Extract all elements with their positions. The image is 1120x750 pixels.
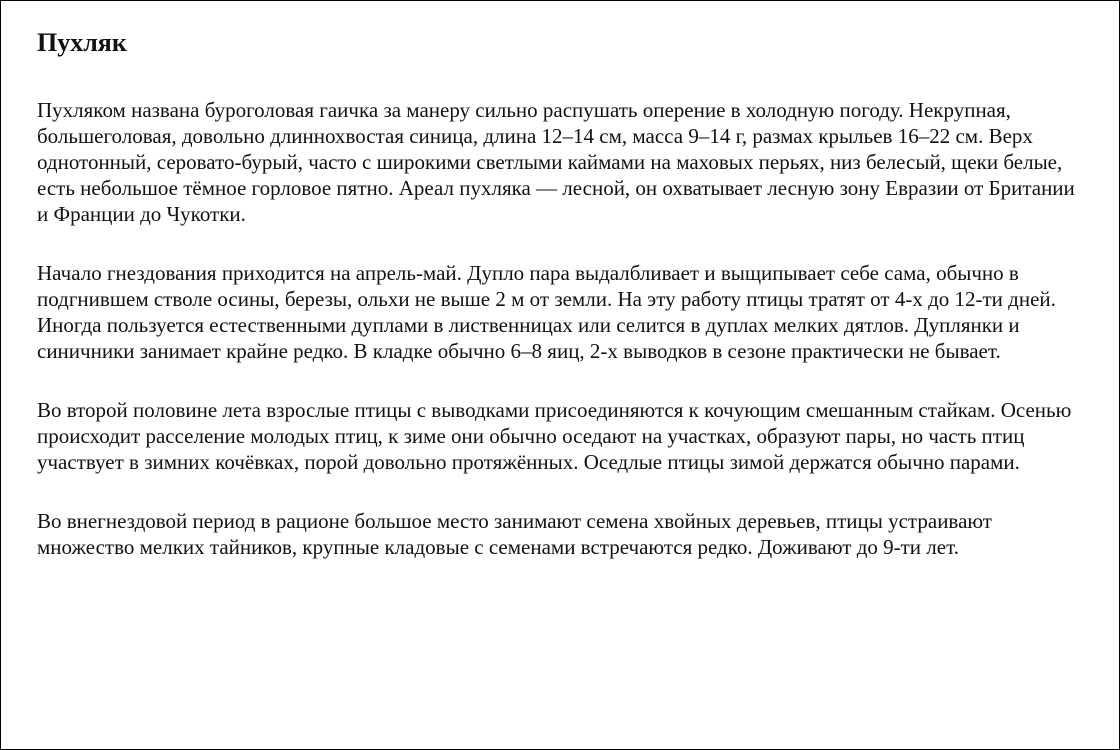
article-body bbox=[37, 27, 1089, 560]
paragraph-nesting: Начало гнездования приходится на апрель-май. Дупло пара выдалбливает и выщипывает себе сама, обычно в подгнившем стволе осины, березы, ольхи не выше 2 м от земли. На эту работу птицы тратят от 4-х до 12-ти дней. Иногда пользуется естественными дуплами в лиственницах или селится в дуплах мелких дятлов. Дуплянки и синичники занимает крайне редко. В кладке обычно 6–8 яиц, 2-х выводков в сезоне практически не бывает. bbox=[37, 261, 1056, 363]
paragraph-migration: Во второй половине лета взрослые птицы с выводками присоединяются к кочующим смешанным стайкам. Осенью происходит расселение молодых птиц, к зиме они обычно оседают на участках, образуют пары, но часть птиц участвует в зимних кочёвках, порой довольно протяжённых. Оседлые птицы зимой держатся обычно парами. bbox=[37, 398, 1072, 474]
paragraph-diet: Во внегнездовой период в рационе большое место занимают семена хвойных деревьев, птицы устраивают множество мелких тайников, крупные кладовые с семенами встречаются редко. Доживают до 9-ти лет. bbox=[37, 509, 992, 559]
article-title: Пухляк bbox=[37, 28, 127, 57]
paragraph-description: Пухляком названа буроголовая гаичка за манеру сильно распушать оперение в холодную погоду. Некрупная, большеголовая, довольно длиннохвостая синица, длина 12–14 см, масса 9–14 г, размах крыльев 16–22 см. Верх однотонный, серовато-бурый, часто с широкими светлыми каймами на маховых перьях, низ белесый, щеки белые, есть небольшое тёмное горловое пятно. Ареал пухляка — лесной, он охватывает лесную зону Евразии от Британии и Франции до Чукотки. bbox=[37, 98, 1075, 226]
